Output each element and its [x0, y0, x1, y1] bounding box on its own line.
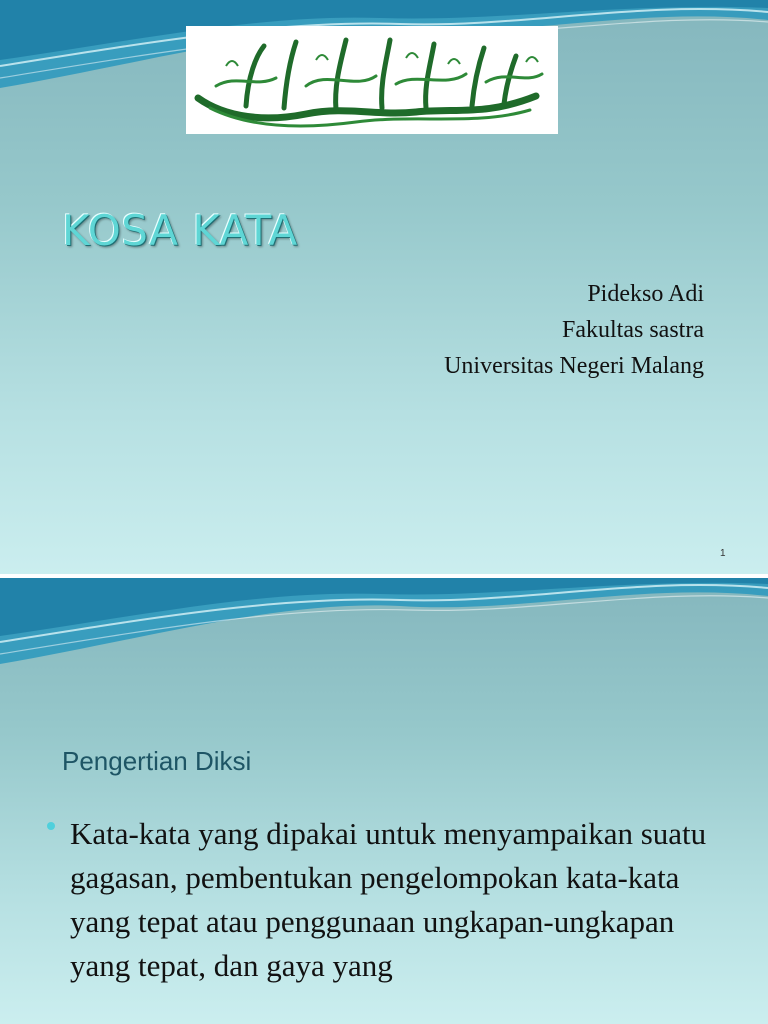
slide-divider [0, 574, 768, 578]
bullet-item: Kata-kata yang dipakai untuk menyampaikan suatu gagasan, pembentukan pengelompokan kata-kata yang tepat atau penggunaan ungkapan-ungkapan yang tepat, dan gaya yang [70, 816, 707, 983]
slide-title: KOSA KATA [62, 206, 298, 255]
calligraphy-image [186, 26, 558, 134]
author-name: Pidekso Adi [587, 281, 704, 307]
author-block [444, 276, 704, 384]
section-title: Pengertian Diksi [62, 746, 252, 776]
bullet-dot-icon [47, 822, 55, 830]
faculty-name: Fakultas sastra [562, 317, 704, 343]
page-number: 1 [720, 548, 726, 559]
university-name: Universitas Negeri Malang [444, 353, 704, 379]
wave-decoration [0, 576, 768, 666]
slide-2 [0, 576, 768, 1024]
